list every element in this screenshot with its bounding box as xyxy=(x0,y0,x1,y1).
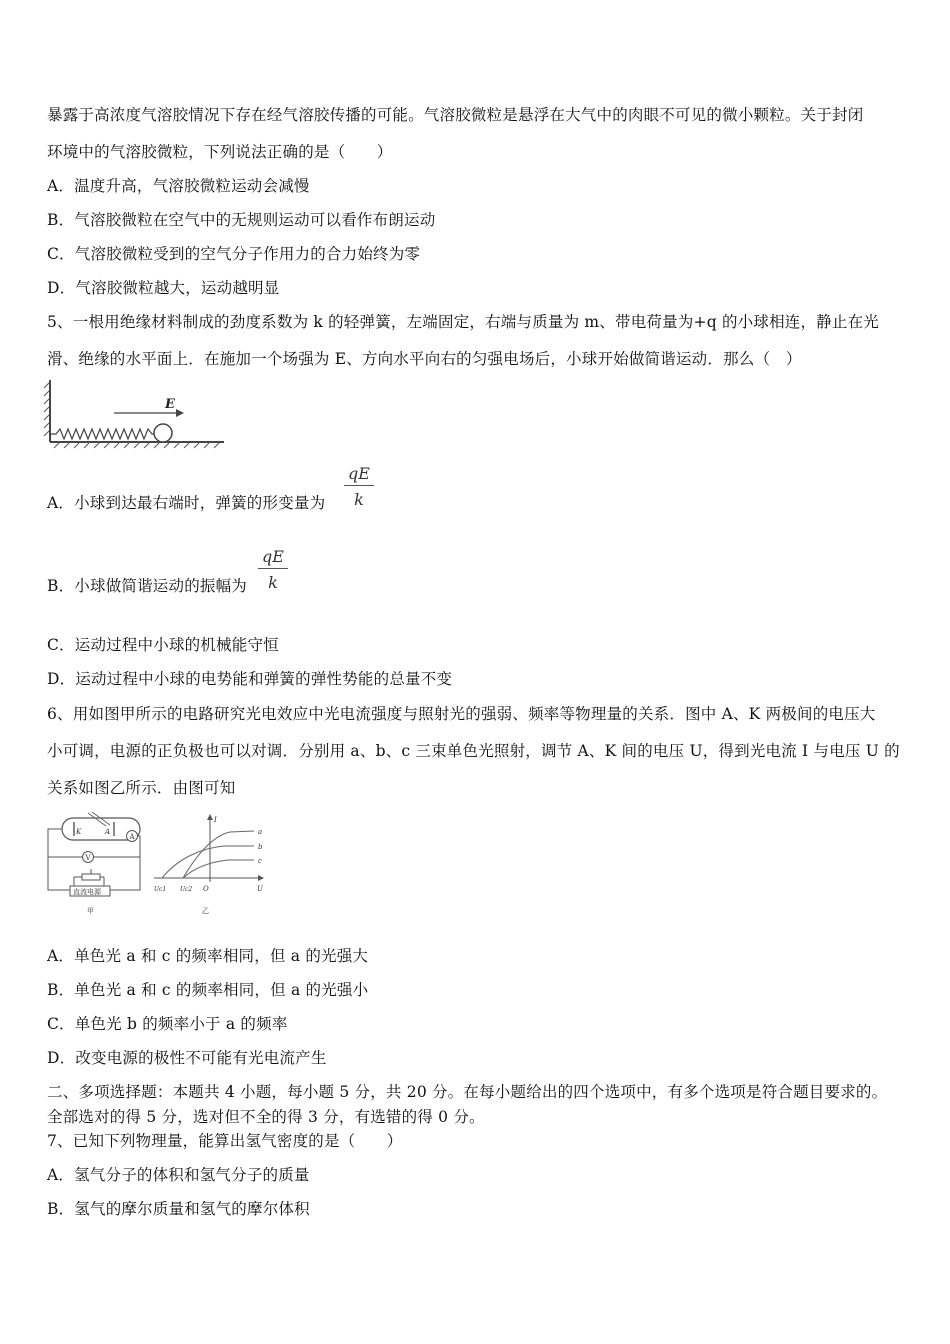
q6-option-d: D．改变电源的极性不可能有光电流产生 xyxy=(47,1049,327,1067)
q7-option-b: B．氢气的摩尔质量和氢气的摩尔体积 xyxy=(47,1200,310,1218)
section2-heading-line-1: 二、多项选择题：本题共 4 小题，每小题 5 分，共 20 分。在每小题给出的四个选项中，有多个选项是符合题目要求的。 xyxy=(47,1083,888,1101)
q6-circuit-figure xyxy=(44,812,154,918)
q4-option-a: A．温度升高，气溶胶微粒运动会减慢 xyxy=(47,177,310,195)
curve-a-label: a xyxy=(258,828,263,836)
fraction-numerator: qE xyxy=(258,547,288,569)
fraction-denominator: k xyxy=(268,573,278,592)
uc1-label: Uc1 xyxy=(154,886,167,893)
q5-option-a-fraction xyxy=(344,464,374,509)
curve-b-label: b xyxy=(258,843,263,851)
q5-spring-figure xyxy=(42,378,228,452)
cathode-label: K xyxy=(76,828,82,836)
q4-option-d: D．气溶胶微粒越大，运动越明显 xyxy=(47,279,280,297)
section2-heading-line-2: 全部选对的得 5 分，选对但不全的得 3 分，有选错的得 0 分。 xyxy=(47,1108,485,1126)
fraction-denominator: k xyxy=(354,490,364,509)
q5-option-d: D．运动过程中小球的电势能和弹簧的弹性势能的总量不变 xyxy=(47,670,453,688)
q5-option-b: B．小球做简谐运动的振幅为 xyxy=(47,577,247,595)
q4-stem-line-2: 环境中的气溶胶微粒，下列说法正确的是（ ） xyxy=(47,143,393,161)
ammeter-label: A xyxy=(129,833,135,841)
q5-stem-line-2: 滑、绝缘的水平面上．在施加一个场强为 E、方向水平向右的匀强电场后，小球开始做简谐运动．那么（ ） xyxy=(47,350,802,368)
field-label: E xyxy=(165,397,175,412)
origin-label: O xyxy=(203,885,209,893)
q5-option-b-fraction xyxy=(258,547,288,592)
q4-option-c: C．气溶胶微粒受到的空气分子作用力的合力始终为零 xyxy=(47,245,421,263)
q5-option-c: C．运动过程中小球的机械能守恒 xyxy=(47,636,279,654)
q7-option-a: A．氢气分子的体积和氢气分子的质量 xyxy=(47,1166,310,1184)
axis-u-label: U xyxy=(257,885,263,893)
anode-label: A xyxy=(105,828,111,836)
q4-stem-line-1: 暴露于高浓度气溶胶情况下存在经气溶胶传播的可能。气溶胶微粒是悬浮在大气中的肉眼不可见的微小颗粒。关于封闭 xyxy=(47,106,864,124)
voltmeter-label: V xyxy=(85,854,91,862)
q6-stem-line-2: 小可调，电源的正负极也可以对调．分别用 a、b、c 三束单色光照射，调节 A、K 间的电压 U，得到光电流 I 与电压 U 的 xyxy=(47,742,900,760)
q6-option-a: A．单色光 a 和 c 的频率相同，但 a 的光强大 xyxy=(47,947,369,965)
uc2-label: Uc2 xyxy=(180,886,193,893)
q6-stem-line-1: 6、用如图甲所示的电路研究光电效应中光电流强度与照射光的强弱、频率等物理量的关系．图中 A、K 两极间的电压大 xyxy=(47,705,876,723)
q5-stem-line-1: 5、一根用绝缘材料制成的劲度系数为 k 的轻弹簧，左端固定，右端与质量为 m、带电荷量为+q 的小球相连，静止在光 xyxy=(47,313,879,331)
q7-stem: 7、已知下列物理量，能算出氢气密度的是（ ） xyxy=(47,1132,403,1150)
figure-jia-caption: 甲 xyxy=(87,907,94,915)
q6-iu-graph xyxy=(150,812,270,918)
q6-stem-line-3: 关系如图乙所示．由图可知 xyxy=(47,779,236,797)
q6-option-b: B．单色光 a 和 c 的频率相同，但 a 的光强小 xyxy=(47,981,369,999)
q6-option-c: C．单色光 b 的频率小于 a 的频率 xyxy=(47,1015,288,1033)
curve-c-label: c xyxy=(258,857,262,865)
figure-yi-caption: 乙 xyxy=(202,907,209,915)
q5-option-a: A．小球到达最右端时，弹簧的形变量为 xyxy=(47,494,326,512)
axis-i-label: I xyxy=(214,816,217,824)
q4-option-b: B．气溶胶微粒在空气中的无规则运动可以看作布朗运动 xyxy=(47,211,436,229)
source-label: 直流电源 xyxy=(73,888,101,896)
fraction-numerator: qE xyxy=(344,464,374,486)
